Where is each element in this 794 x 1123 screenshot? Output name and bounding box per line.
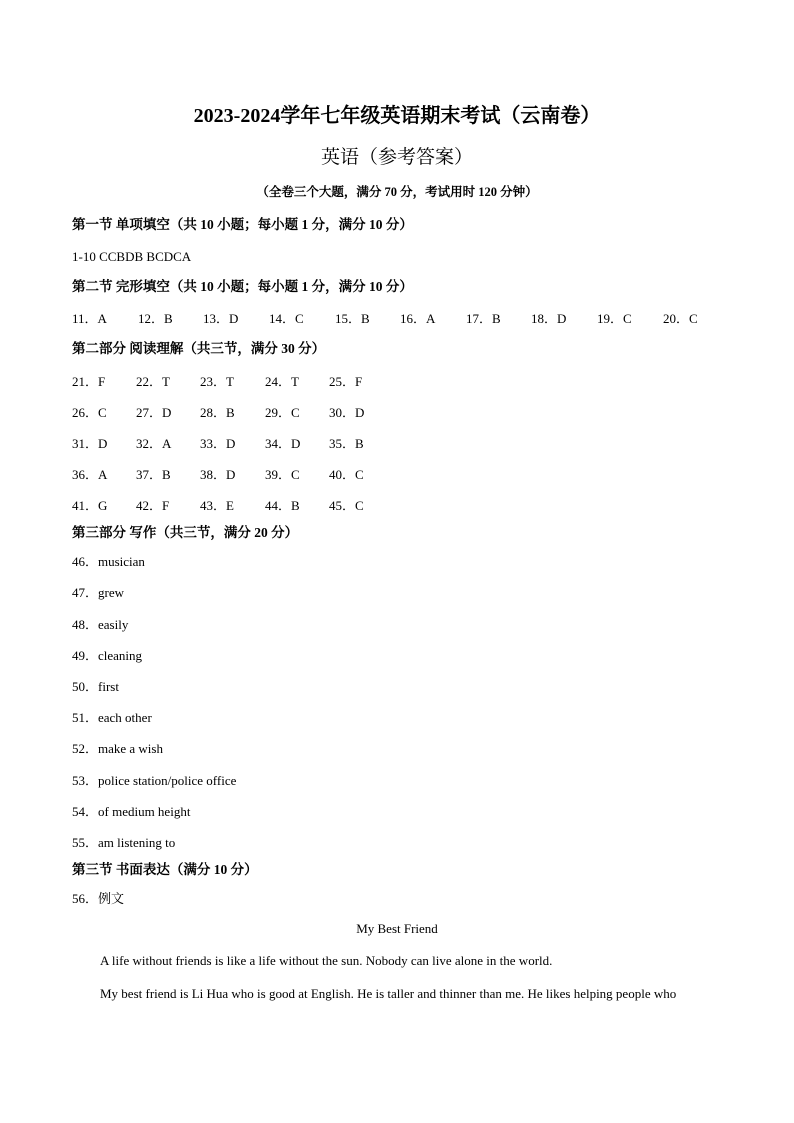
fill-answer: 48．easily [72,617,129,632]
answer-cell: 35．B [329,436,364,451]
answer-cell: 16．A [400,311,436,326]
fill-answer: 51．each other [72,710,152,725]
answer-cell: 12．B [138,311,173,326]
answer-cell: 27．D [136,405,172,420]
essay-label: 56．例文 [72,891,125,906]
part2-answers-row [72,466,392,484]
answer-cell: 38．D [200,467,236,482]
answer-cell: 43．E [200,498,234,513]
answer-cell: 39．C [265,467,300,482]
section2-heading: 第二节 完形填空（共 10 小题；每小题 1 分，满分 10 分） [72,279,413,294]
answer-cell: 24．T [265,374,299,389]
fill-answer: 46．musician [72,554,145,569]
answer-cell: 26．C [72,405,107,420]
answer-cell: 17．B [466,311,501,326]
answer-cell: 30．D [329,405,365,420]
section3-heading: 第三节 书面表达（满分 10 分） [72,862,258,877]
answer-cell: 19．C [597,311,632,326]
answer-cell: 34．D [265,436,301,451]
answer-cell: 23．T [200,374,234,389]
section1-answers: 1-10 CCBDB BCDCA [72,249,192,264]
answer-cell: 31．D [72,436,108,451]
part2-answers-row [72,404,392,422]
part2-heading: 第二部分 阅读理解（共三节，满分 30 分） [72,341,326,356]
fill-answer: 47．grew [72,585,124,600]
essay-title: My Best Friend [356,921,438,936]
page-title: 2023-2024学年七年级英语期末考试（云南卷） [193,105,601,127]
answer-cell: 36．A [72,467,108,482]
answer-cell: 11．A [72,311,107,326]
answer-cell: 33．D [200,436,236,451]
part3-heading: 第三部分 写作（共三节，满分 20 分） [72,525,299,540]
fill-answer: 49．cleaning [72,648,143,663]
essay-paragraph: My best friend is Li Hua who is good at English. He is taller and thinner than me. He likes helping people who [100,986,677,1001]
essay-paragraph: A life without friends is like a life without the sun. Nobody can live alone in the world. [100,953,553,968]
answer-cell: 40．C [329,467,364,482]
answer-cell: 18．D [531,311,567,326]
answer-cell: 15．B [335,311,370,326]
exam-note: （全卷三个大题，满分 70 分，考试用时 120 分钟） [256,185,538,199]
answer-cell: 20．C [663,311,698,326]
answer-cell: 14．C [269,311,304,326]
part2-answers-row [72,435,392,453]
answer-cell: 29．C [265,405,300,420]
answer-cell: 44．B [265,498,300,513]
answer-cell: 13．D [203,311,239,326]
fill-answer: 50．first [72,679,119,694]
fill-answer: 55．am listening to [72,835,176,850]
answer-cell: 21．F [72,374,106,389]
answer-cell: 25．F [329,374,363,389]
answer-cell: 42．F [136,498,170,513]
part2-answers-row [72,497,392,515]
answer-cell: 41．G [72,498,108,513]
fill-answer: 53．police station/police office [72,773,237,788]
section2-answers-row [72,310,732,328]
page-subtitle: 英语（参考答案） [320,147,473,168]
section1-heading: 第一节 单项填空（共 10 小题；每小题 1 分，满分 10 分） [72,217,413,232]
part2-answers-row [72,373,392,391]
answer-cell: 37．B [136,467,171,482]
fill-answer: 52．make a wish [72,741,163,756]
answer-cell: 45．C [329,498,364,513]
answer-cell: 22．T [136,374,170,389]
fill-answer: 54．of medium height [72,804,191,819]
answer-cell: 32．A [136,436,172,451]
answer-cell: 28．B [200,405,235,420]
